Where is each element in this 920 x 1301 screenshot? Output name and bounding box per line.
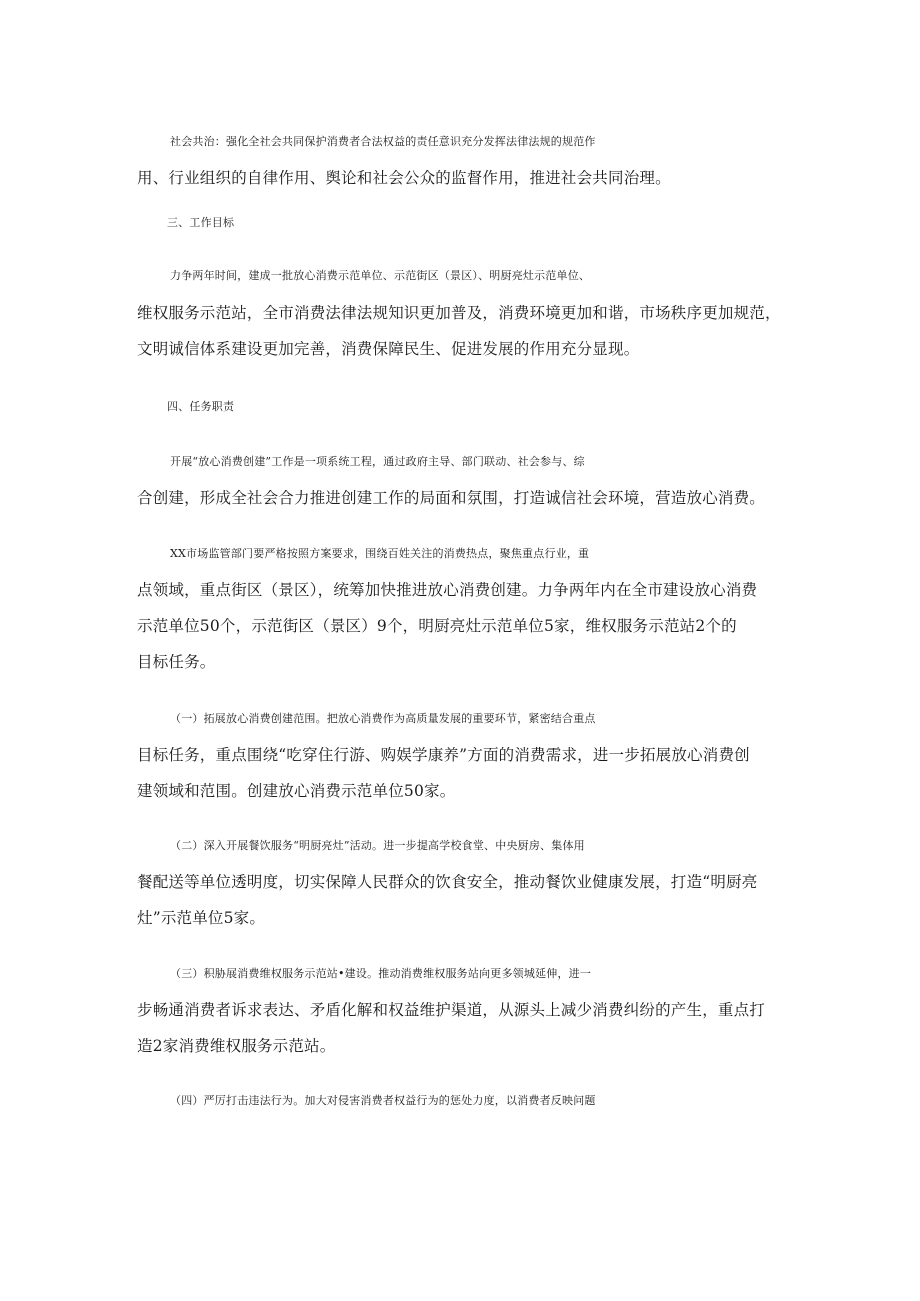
text-line: 合创建，形成全社会合力推进创建工作的局面和氛围，打造诚信社会环境，营造放心消费。 (137, 489, 766, 507)
text-line: 文明诚信体系建设更加完善，消费保障民生、促进发展的作用充分显现。 (137, 340, 640, 358)
text-line: 建领域和范围。创建放心消费示范单位50家。 (137, 782, 456, 800)
text-line: 用、行业组织的自律作用、舆论和社会公众的监督作用，推进社会共同治理。 (137, 169, 671, 187)
text-line: 示范单位50个，示范街区（景区）9个，明厨亮灶示范单位5家，维权服务示范站2个的 (137, 617, 737, 635)
text-line: 维权服务示范站，全市消费法律法规知识更加普及，消费环境更加和谐，市场秩序更加规范， (137, 304, 781, 322)
text-line: 目标任务。 (137, 653, 216, 671)
text-line: （三）积胁展消费维权服务示范站•建设。推动消费维权服务站向更多领城延伸，进一 (170, 967, 592, 980)
text-line: 餐配送等单位透明度，切实保障人民群众的饮食安全，推动餐饮业健康发展，打造“明厨亮 (137, 873, 758, 891)
text-line: 点领域，重点街区（景区），统筹加快推进放心消费创建。力争两年内在全市建设放心消费 (137, 581, 758, 599)
section-heading-task-duties: 四、任务职责 (167, 400, 235, 413)
text-line: 目标任务，重点围绕“吃穿住行游、购娱学康养”方面的消费需求，进一步拓展放心消费创 (137, 746, 750, 764)
text-line: 开展“放心消费创建”工作是一项系统工程，通过政府主导、部门联动、社会参与、综 (170, 455, 585, 468)
text-line: 灶”示范单位5家。 (137, 909, 266, 927)
text-line: 造2家消费维权服务示范站。 (137, 1037, 336, 1055)
text-line: （二）深入开展餐饮服务“明厨亮灶”活动。进一步提高学校食堂、中央厨房、集体用 (170, 839, 585, 852)
text-line: （四）严厉打击违法行为。加大对侵害消费者权益行为的惩处力度，以消费者反映问题 (170, 1094, 596, 1107)
text-line: 社会共治：强化全社会共同保护消费者合法权益的责任意识充分发挥法律法规的规范作 (170, 135, 596, 148)
text-line: （一）拓展放心消费创建范围。把放心消费作为高质量发展的重要环节，紧密结合重点 (170, 712, 596, 725)
section-heading-work-goals: 三、工作目标 (167, 216, 235, 229)
text-line: XX市场监管部门要严格按照方案要求，围绕百姓关注的消费热点，聚焦重点行业，重 (170, 547, 590, 560)
text-line: 步畅通消费者诉求表达、矛盾化解和权益维护渠道，从源头上减少消费纠纷的产生，重点打 (137, 1001, 766, 1019)
text-line: 力争两年时间，建成一批放心消费示范单位、示范街区（景区）、明厨亮灶示范单位、 (170, 269, 591, 282)
